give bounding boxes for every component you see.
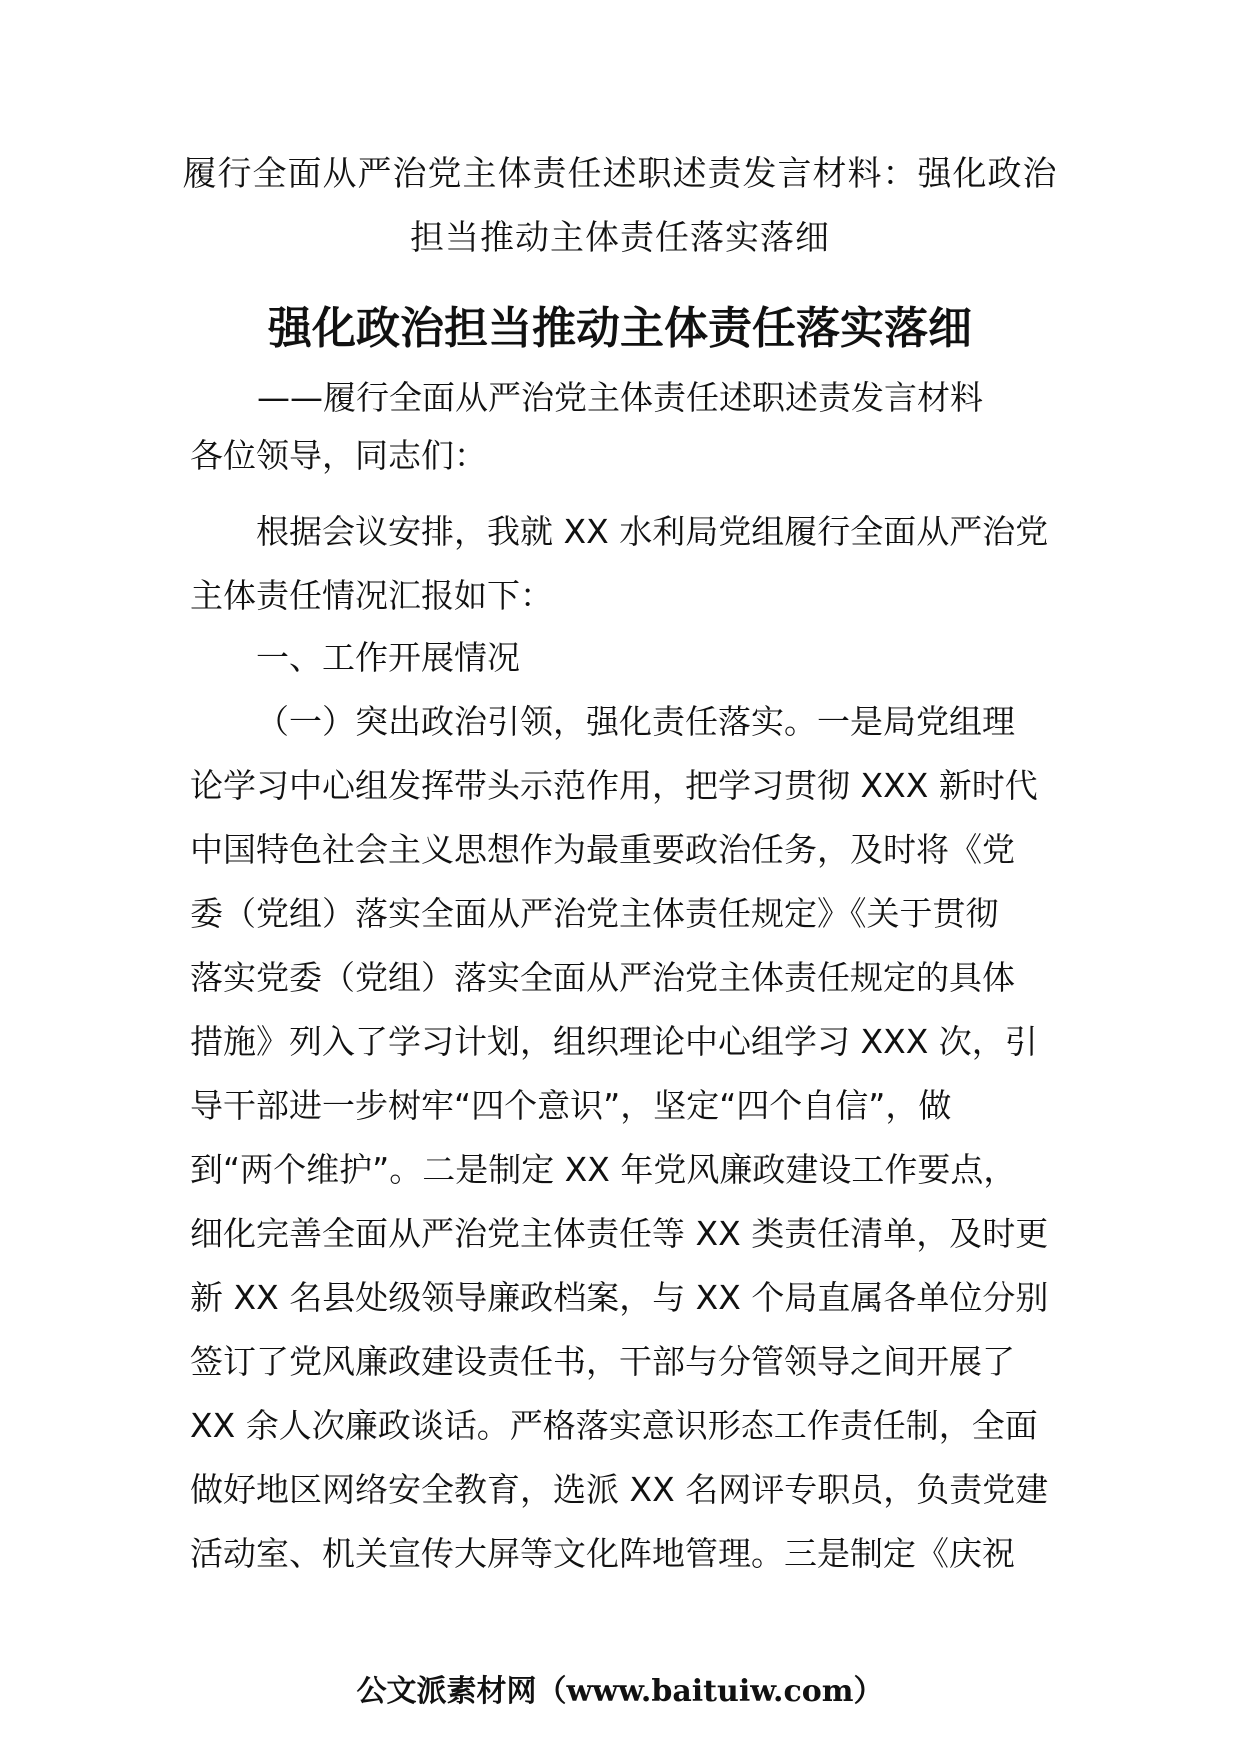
body-line: （一）突出政治引领，强化责任落实。一是局党组理 [256,702,1015,741]
body-paragraph [190,690,1048,1586]
top-title-line-2: 担当推动主体责任落实落细 [410,218,830,258]
body-line: 落实党委（党组）落实全面从严治党主体责任规定的具体 [190,958,1015,997]
intro-line: 根据会议安排，我就 XX 水利局党组履行全面从严治党 [256,512,1049,551]
section-heading: 一、工作开展情况 [256,638,520,677]
top-title-line-1: 履行全面从严治党主体责任述职述责发言材料：强化政治 [182,154,1058,194]
body-line: 委（党组）落实全面从严治党主体责任规定》《关于贯彻 [190,894,999,933]
body-line: 细化完善全面从严治党主体责任等 XX 类责任清单，及时更 [190,1214,1049,1253]
body-line: 到“两个维护”。二是制定 XX 年党风廉政建设工作要点， [190,1150,1017,1189]
footer-source: 公文派素材网（www.baituiw.com） [356,1674,884,1709]
body-line: 论学习中心组发挥带头示范作用，把学习贯彻 XXX 新时代 [190,766,1038,805]
body-line: 新 XX 名县处级领导廉政档案，与 XX 个局直属各单位分别 [190,1278,1049,1317]
body-line: 措施》列入了学习计划，组织理论中心组学习 XXX 次，引 [190,1022,1038,1061]
body-line: 活动室、机关宣传大屏等文化阵地管理。三是制定《庆祝 [190,1534,1015,1573]
salutation: 各位领导，同志们： [190,436,487,475]
intro-paragraph [190,500,1048,628]
intro-line: 主体责任情况汇报如下： [190,576,553,615]
main-title: 强化政治担当推动主体责任落实落细 [268,303,972,354]
document-top-title [170,142,1070,270]
subtitle: ——履行全面从严治党主体责任述职述责发言材料 [257,378,983,417]
body-line: XX 余人次廉政谈话。严格落实意识形态工作责任制，全面 [190,1406,1038,1445]
body-line: 签订了党风廉政建设责任书，干部与分管领导之间开展了 [190,1342,1015,1381]
body-line: 做好地区网络安全教育，选派 XX 名网评专职员，负责党建 [190,1470,1049,1509]
body-line: 中国特色社会主义思想作为最重要政治任务，及时将《党 [190,830,1015,869]
body-line: 导干部进一步树牢“四个意识”，坚定“四个自信”，做 [190,1086,952,1125]
